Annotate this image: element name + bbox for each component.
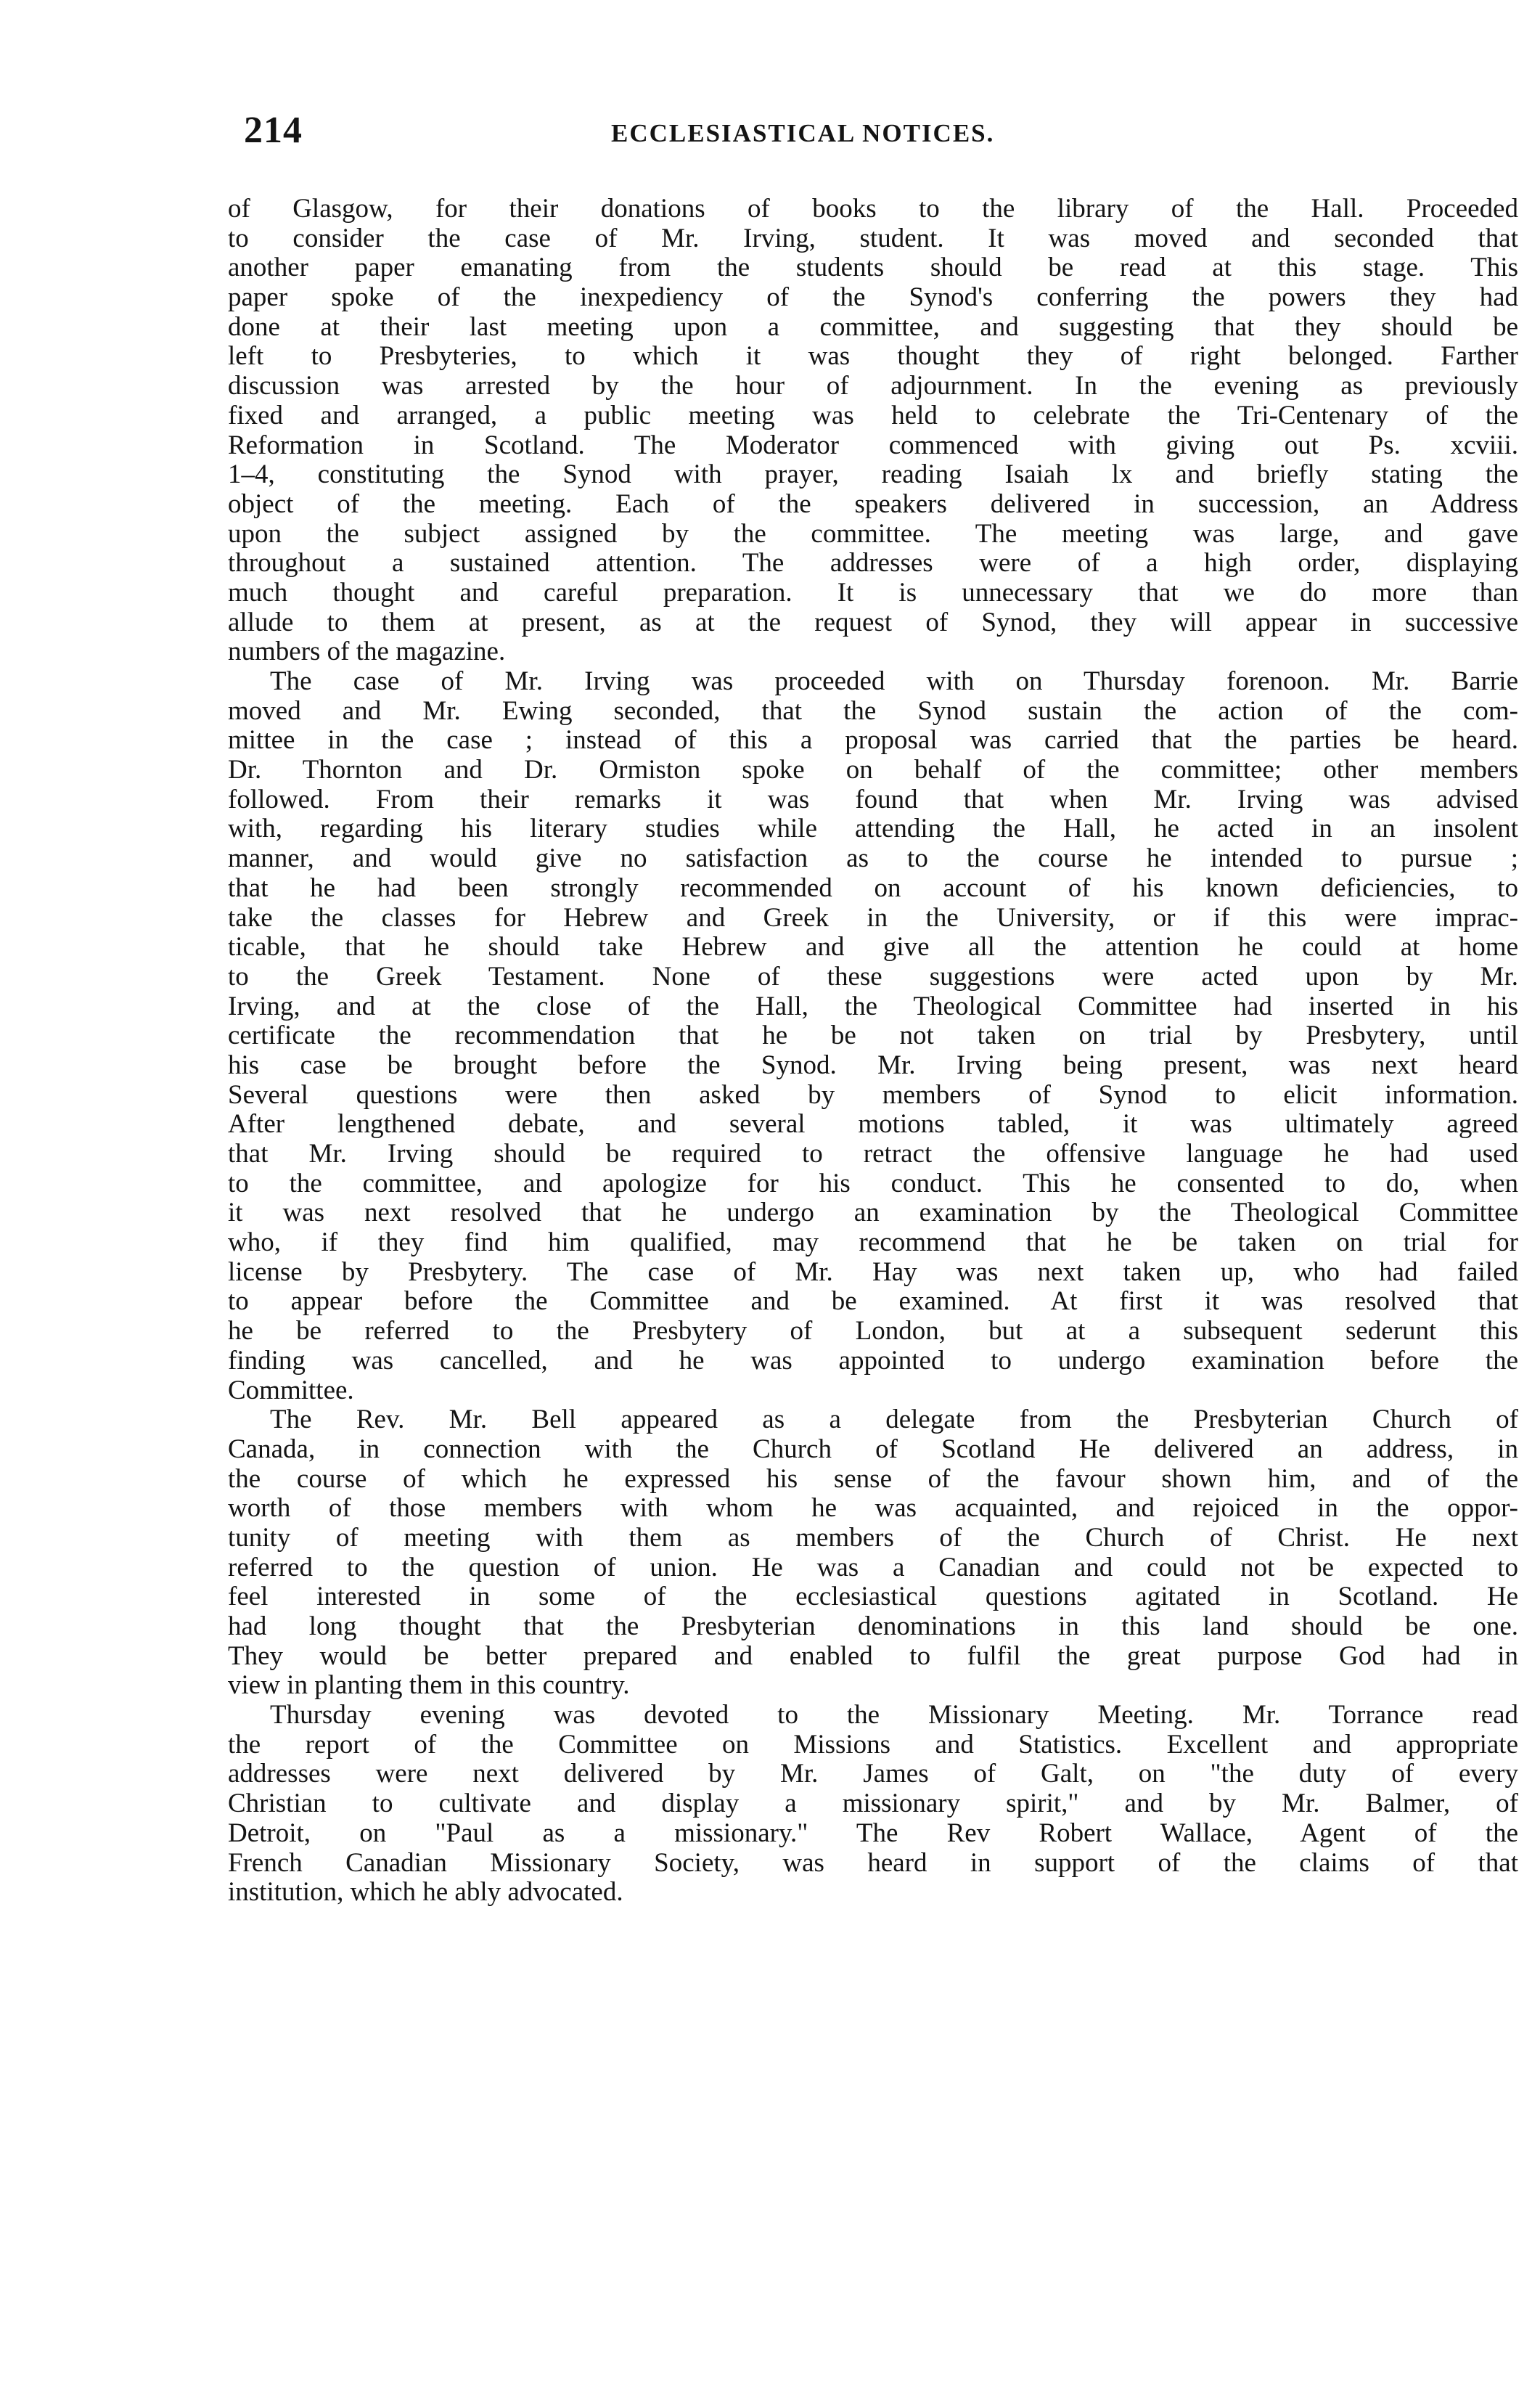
- text-line: 1–4, constituting the Synod with prayer, reading Isaiah lx and briefly stating the: [228, 460, 1518, 490]
- text-line: Christian to cultivate and display a missionary spirit," and by Mr. Balmer, of: [228, 1789, 1518, 1819]
- text-line: addresses were next delivered by Mr. James of Galt, on "the duty of every: [228, 1760, 1518, 1789]
- text-line: paper spoke of the inexpediency of the Synod's conferring the powers they had: [228, 283, 1518, 313]
- text-line: another paper emanating from the students should be read at this stage. This: [228, 253, 1518, 283]
- running-head: [244, 109, 1521, 160]
- text-line: moved and Mr. Ewing seconded, that the Synod sustain the action of the com-: [228, 696, 1518, 726]
- text-line: allude to them at present, as at the request of Synod, they will appear in successive: [228, 608, 1518, 637]
- text-line: much thought and careful preparation. It is unnecessary that we do more than: [228, 578, 1518, 608]
- text-line: ticable, that he should take Hebrew and give all the attention he could at home: [228, 933, 1518, 963]
- text-line: the report of the Committee on Missions and Statistics. Excellent and appropriate: [228, 1730, 1518, 1760]
- text-line: throughout a sustained attention. The addresses were of a high order, displaying: [228, 549, 1518, 579]
- text-line: worth of those members with whom he was acquainted, and rejoiced in the oppor-: [228, 1494, 1518, 1524]
- text-line: that he had been strongly recommended on account of his known deficiencies, to: [228, 873, 1518, 903]
- text-line: to appear before the Committee and be examined. At first it was resolved that: [228, 1287, 1518, 1317]
- text-line: certificate the recommendation that he be not taken on trial by Presbytery, until: [228, 1021, 1518, 1051]
- text-line: to consider the case of Mr. Irving, student. It was moved and seconded that: [228, 224, 1518, 253]
- text-line: The case of Mr. Irving was proceeded with on Thursday forenoon. Mr. Barrie: [270, 667, 1518, 696]
- text-line: it was next resolved that he undergo an examination by the Theological Committee: [228, 1198, 1518, 1228]
- text-line: fixed and arranged, a public meeting was held to celebrate the Tri-Centenary of the: [228, 401, 1518, 430]
- text-line: that Mr. Irving should be required to retract the offensive language he had used: [228, 1140, 1518, 1169]
- text-line: to the Greek Testament. None of these suggestions were acted upon by Mr.: [228, 962, 1518, 992]
- text-line: Reformation in Scotland. The Moderator commenced with giving out Ps. xcviii.: [228, 430, 1518, 460]
- text-line: had long thought that the Presbyterian denominations in this land should be one.: [228, 1612, 1518, 1641]
- text-line: with, regarding his literary studies while attending the Hall, he acted in an insolent: [228, 814, 1518, 844]
- text-line: followed. From their remarks it was found that when Mr. Irving was advised: [228, 785, 1518, 814]
- text-line: tunity of meeting with them as members of the Church of Christ. He next: [228, 1523, 1518, 1553]
- text-line: institution, which he ably advocated.: [228, 1878, 623, 1908]
- text-line: referred to the question of union. He was a Canadian and could not be expected to: [228, 1553, 1518, 1582]
- text-line: left to Presbyteries, to which it was thought they of right belonged. Farther: [228, 342, 1518, 372]
- text-line: Canada, in connection with the Church of Scotland He delivered an address, in: [228, 1434, 1518, 1464]
- running-title: ECCLESIASTICAL NOTICES.: [611, 119, 995, 147]
- text-line: finding was cancelled, and he was appointed to undergo examination before the: [228, 1346, 1518, 1376]
- text-line: the course of which he expressed his sense of the favour shown him, and of the: [228, 1464, 1518, 1494]
- text-line: license by Presbytery. The case of Mr. Hay was next taken up, who had failed: [228, 1257, 1518, 1287]
- text-line: Committee.: [228, 1376, 354, 1405]
- text-line: mittee in the case ; instead of this a proposal was carried that the parties be heard.: [228, 726, 1518, 756]
- text-line: After lengthened debate, and several motions tabled, it was ultimately agreed: [228, 1110, 1518, 1140]
- text-line: of Glasgow, for their donations of books to the library of the Hall. Proceeded: [228, 195, 1518, 224]
- text-line: French Canadian Missionary Society, was heard in support of the claims of that: [228, 1848, 1518, 1878]
- text-line: discussion was arrested by the hour of adjournment. In the evening as previously: [228, 372, 1518, 401]
- page-number: 214: [244, 110, 303, 151]
- text-line: numbers of the magazine.: [228, 637, 506, 667]
- text-line: Dr. Thornton and Dr. Ormiston spoke on behalf of the committee; other members: [228, 756, 1518, 785]
- text-line: object of the meeting. Each of the speakers delivered in succession, an Address: [228, 489, 1518, 519]
- text-line: feel interested in some of the ecclesiastical questions agitated in Scotland. He: [228, 1582, 1518, 1612]
- text-line: he be referred to the Presbytery of London, but at a subsequent sederunt this: [228, 1317, 1518, 1346]
- text-line: to the committee, and apologize for his conduct. This he consented to do, when: [228, 1169, 1518, 1198]
- text-line: Irving, and at the close of the Hall, the Theological Committee had inserted in his: [228, 992, 1518, 1021]
- text-line: done at their last meeting upon a committee, and suggesting that they should be: [228, 312, 1518, 342]
- body-text: [228, 195, 1518, 1908]
- text-line: Thursday evening was devoted to the Missionary Meeting. Mr. Torrance read: [270, 1701, 1518, 1730]
- text-line: Several questions were then asked by members of Synod to elicit information.: [228, 1080, 1518, 1110]
- text-line: upon the subject assigned by the committee. The meeting was large, and gave: [228, 519, 1518, 549]
- text-line: manner, and would give no satisfaction as to the course he intended to pursue ;: [228, 844, 1518, 874]
- text-line: Detroit, on "Paul as a missionary." The Rev Robert Wallace, Agent of the: [228, 1818, 1518, 1848]
- text-line: who, if they find him qualified, may recommend that he be taken on trial for: [228, 1228, 1518, 1258]
- text-line: view in planting them in this country.: [228, 1671, 630, 1701]
- text-line: They would be better prepared and enabled to fulfil the great purpose God had in: [228, 1641, 1518, 1671]
- text-line: take the classes for Hebrew and Greek in the University, or if this were imprac-: [228, 903, 1518, 933]
- text-line: his case be brought before the Synod. Mr. Irving being present, was next heard: [228, 1050, 1518, 1080]
- text-line: The Rev. Mr. Bell appeared as a delegate from the Presbyterian Church of: [270, 1405, 1518, 1435]
